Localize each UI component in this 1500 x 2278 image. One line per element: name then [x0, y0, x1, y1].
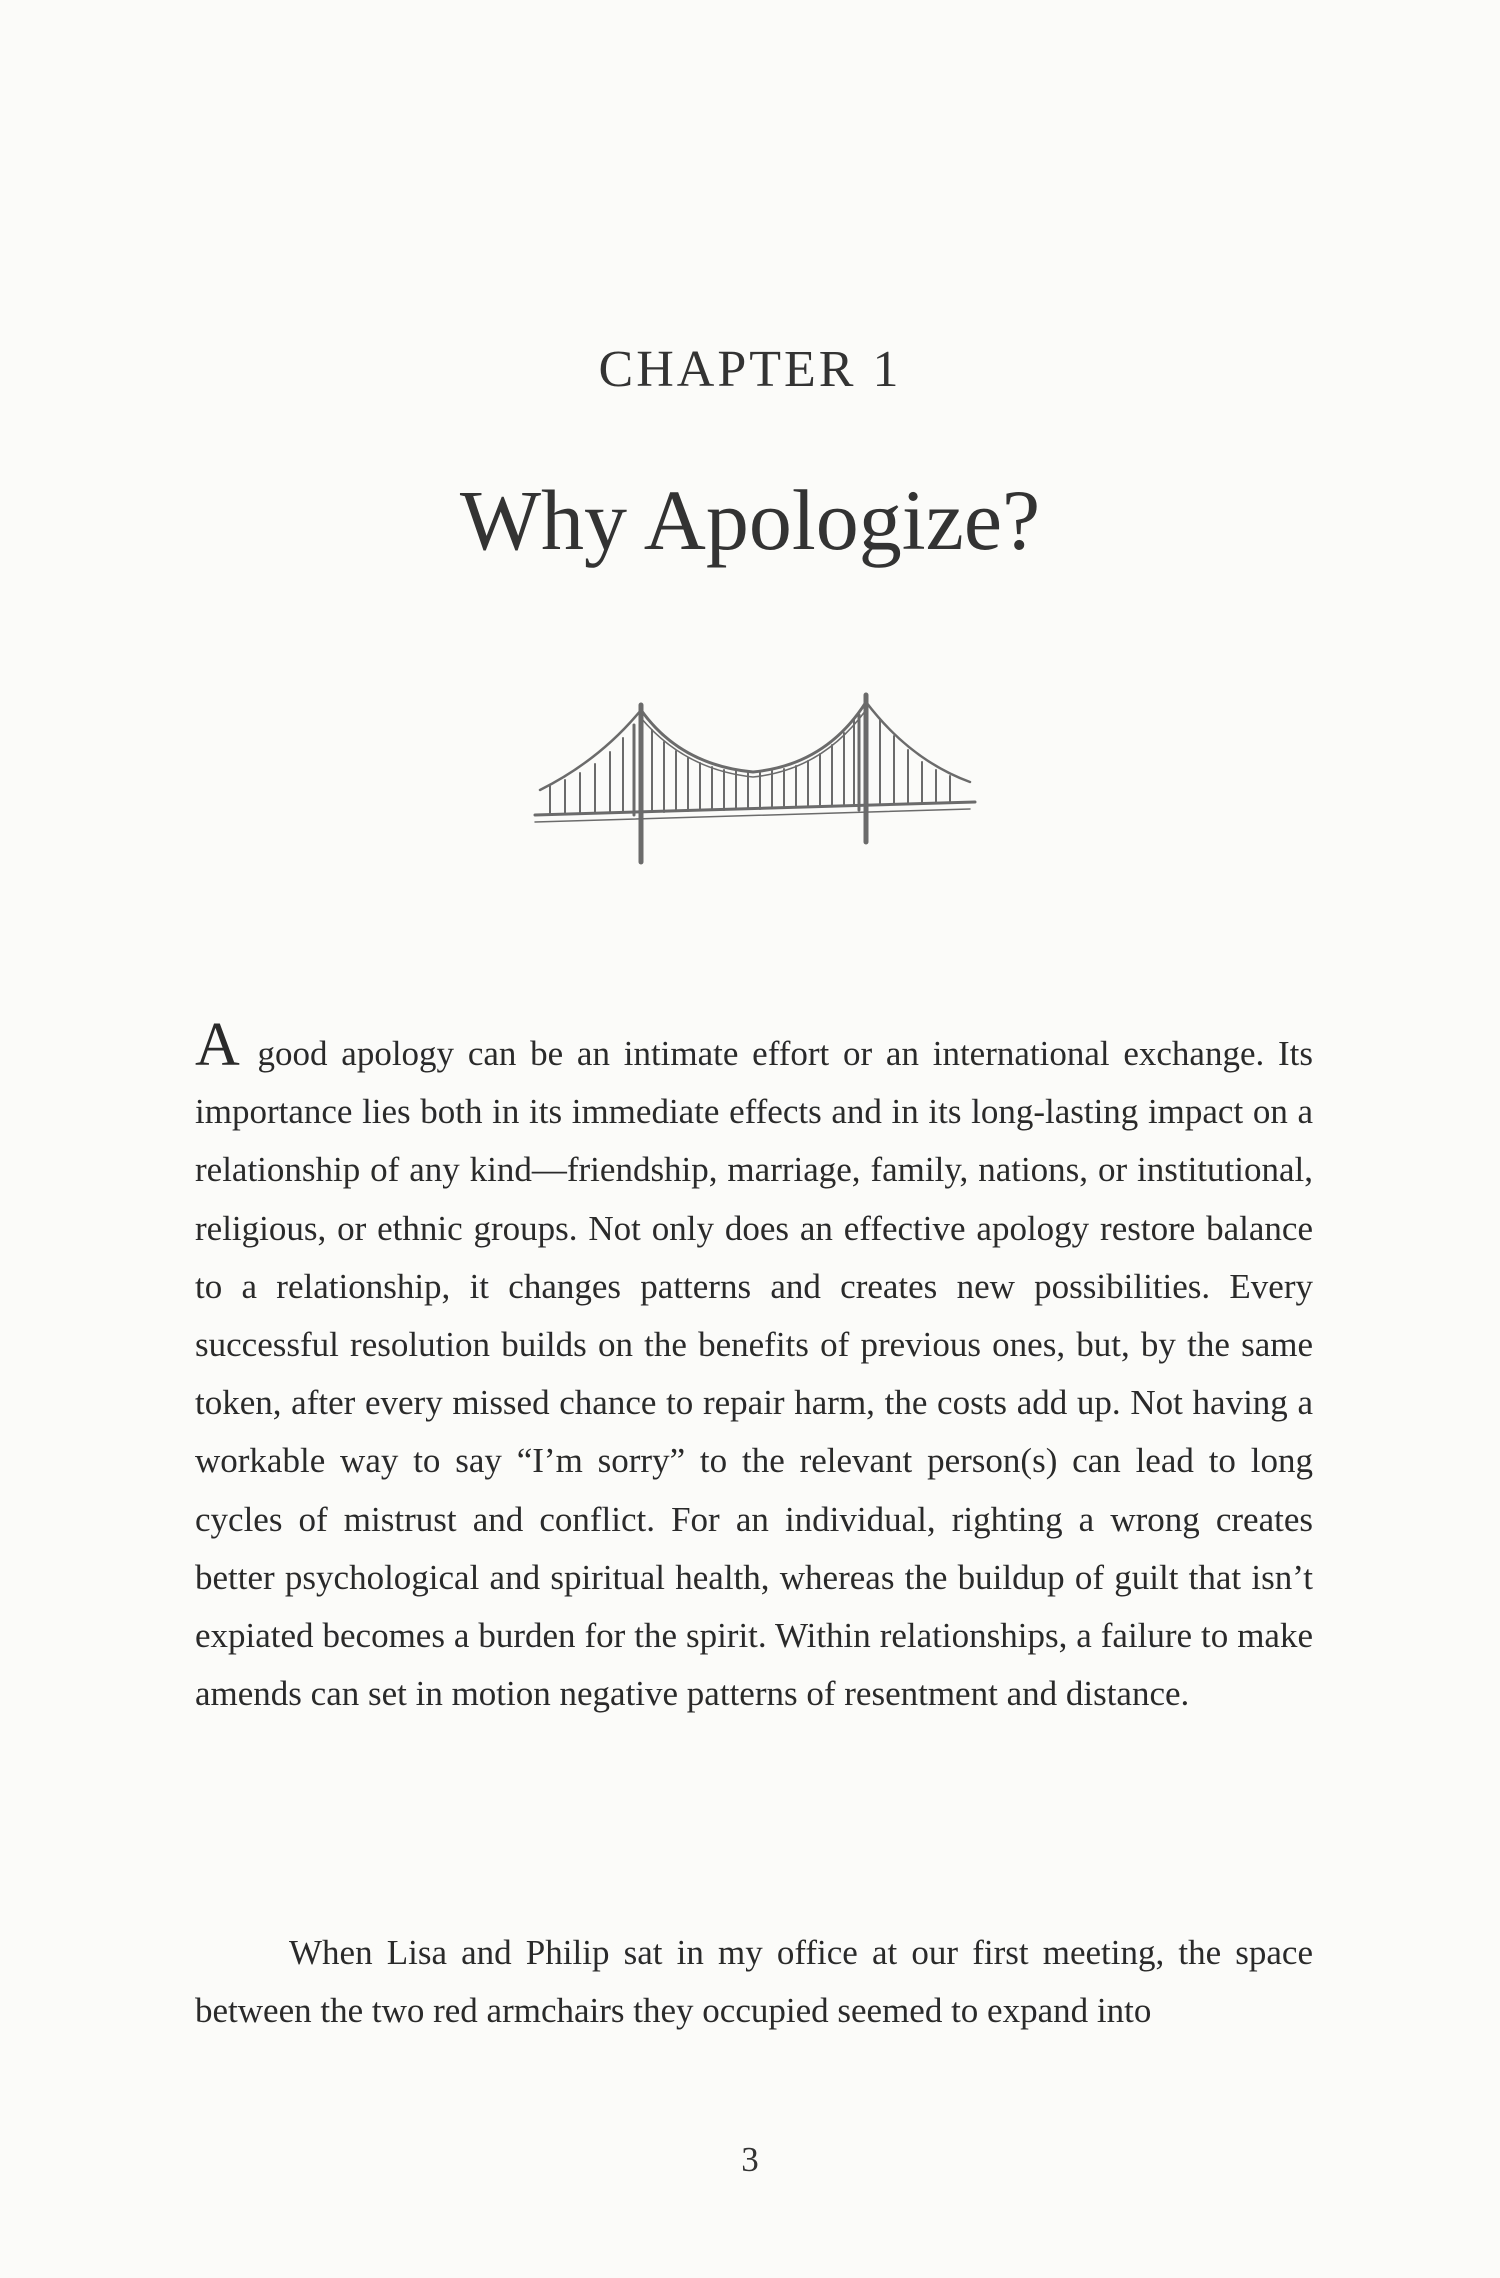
chapter-label: CHAPTER 1	[598, 341, 902, 398]
paragraph-2: When Lisa and Philip sat in my office at our first meeting, the space between the two red armchairs they occupied seemed to expand into	[195, 1933, 1313, 2031]
page-number: 3	[741, 2140, 759, 2179]
chapter-title: Why Apologize?	[459, 472, 1041, 568]
paragraph-1	[195, 1011, 1314, 1723]
suspension-bridge-icon	[530, 690, 980, 880]
paragraph-1-text: good apology can be an intimate effort or an international exchange. Its importance lies both in its immediate effects and in its long-lasting impact on a relationship of any kind—friendship, marriage, family, nations, or institutional, religious, or ethnic groups. Not only does an effective apology restore balance to a relationship, it changes patterns and creates new possibilities. Every successful resolution builds on the benefits of previous ones, but, by the same token, after every missed chance to repair harm, the costs add up. Not having a workable way to say “I’m sorry” to the relevant person(s) can lead to long cycles of mistrust and conflict. For an individual, righting a wrong creates better psychological and spiritual health, whereas the buildup of guilt that isn’t expiated becomes a burden for the spirit. Within relationships, a failure to make amends can set in motion negative patterns of resentment and distance.	[195, 1034, 1314, 1714]
drop-cap: A	[195, 1011, 240, 1079]
